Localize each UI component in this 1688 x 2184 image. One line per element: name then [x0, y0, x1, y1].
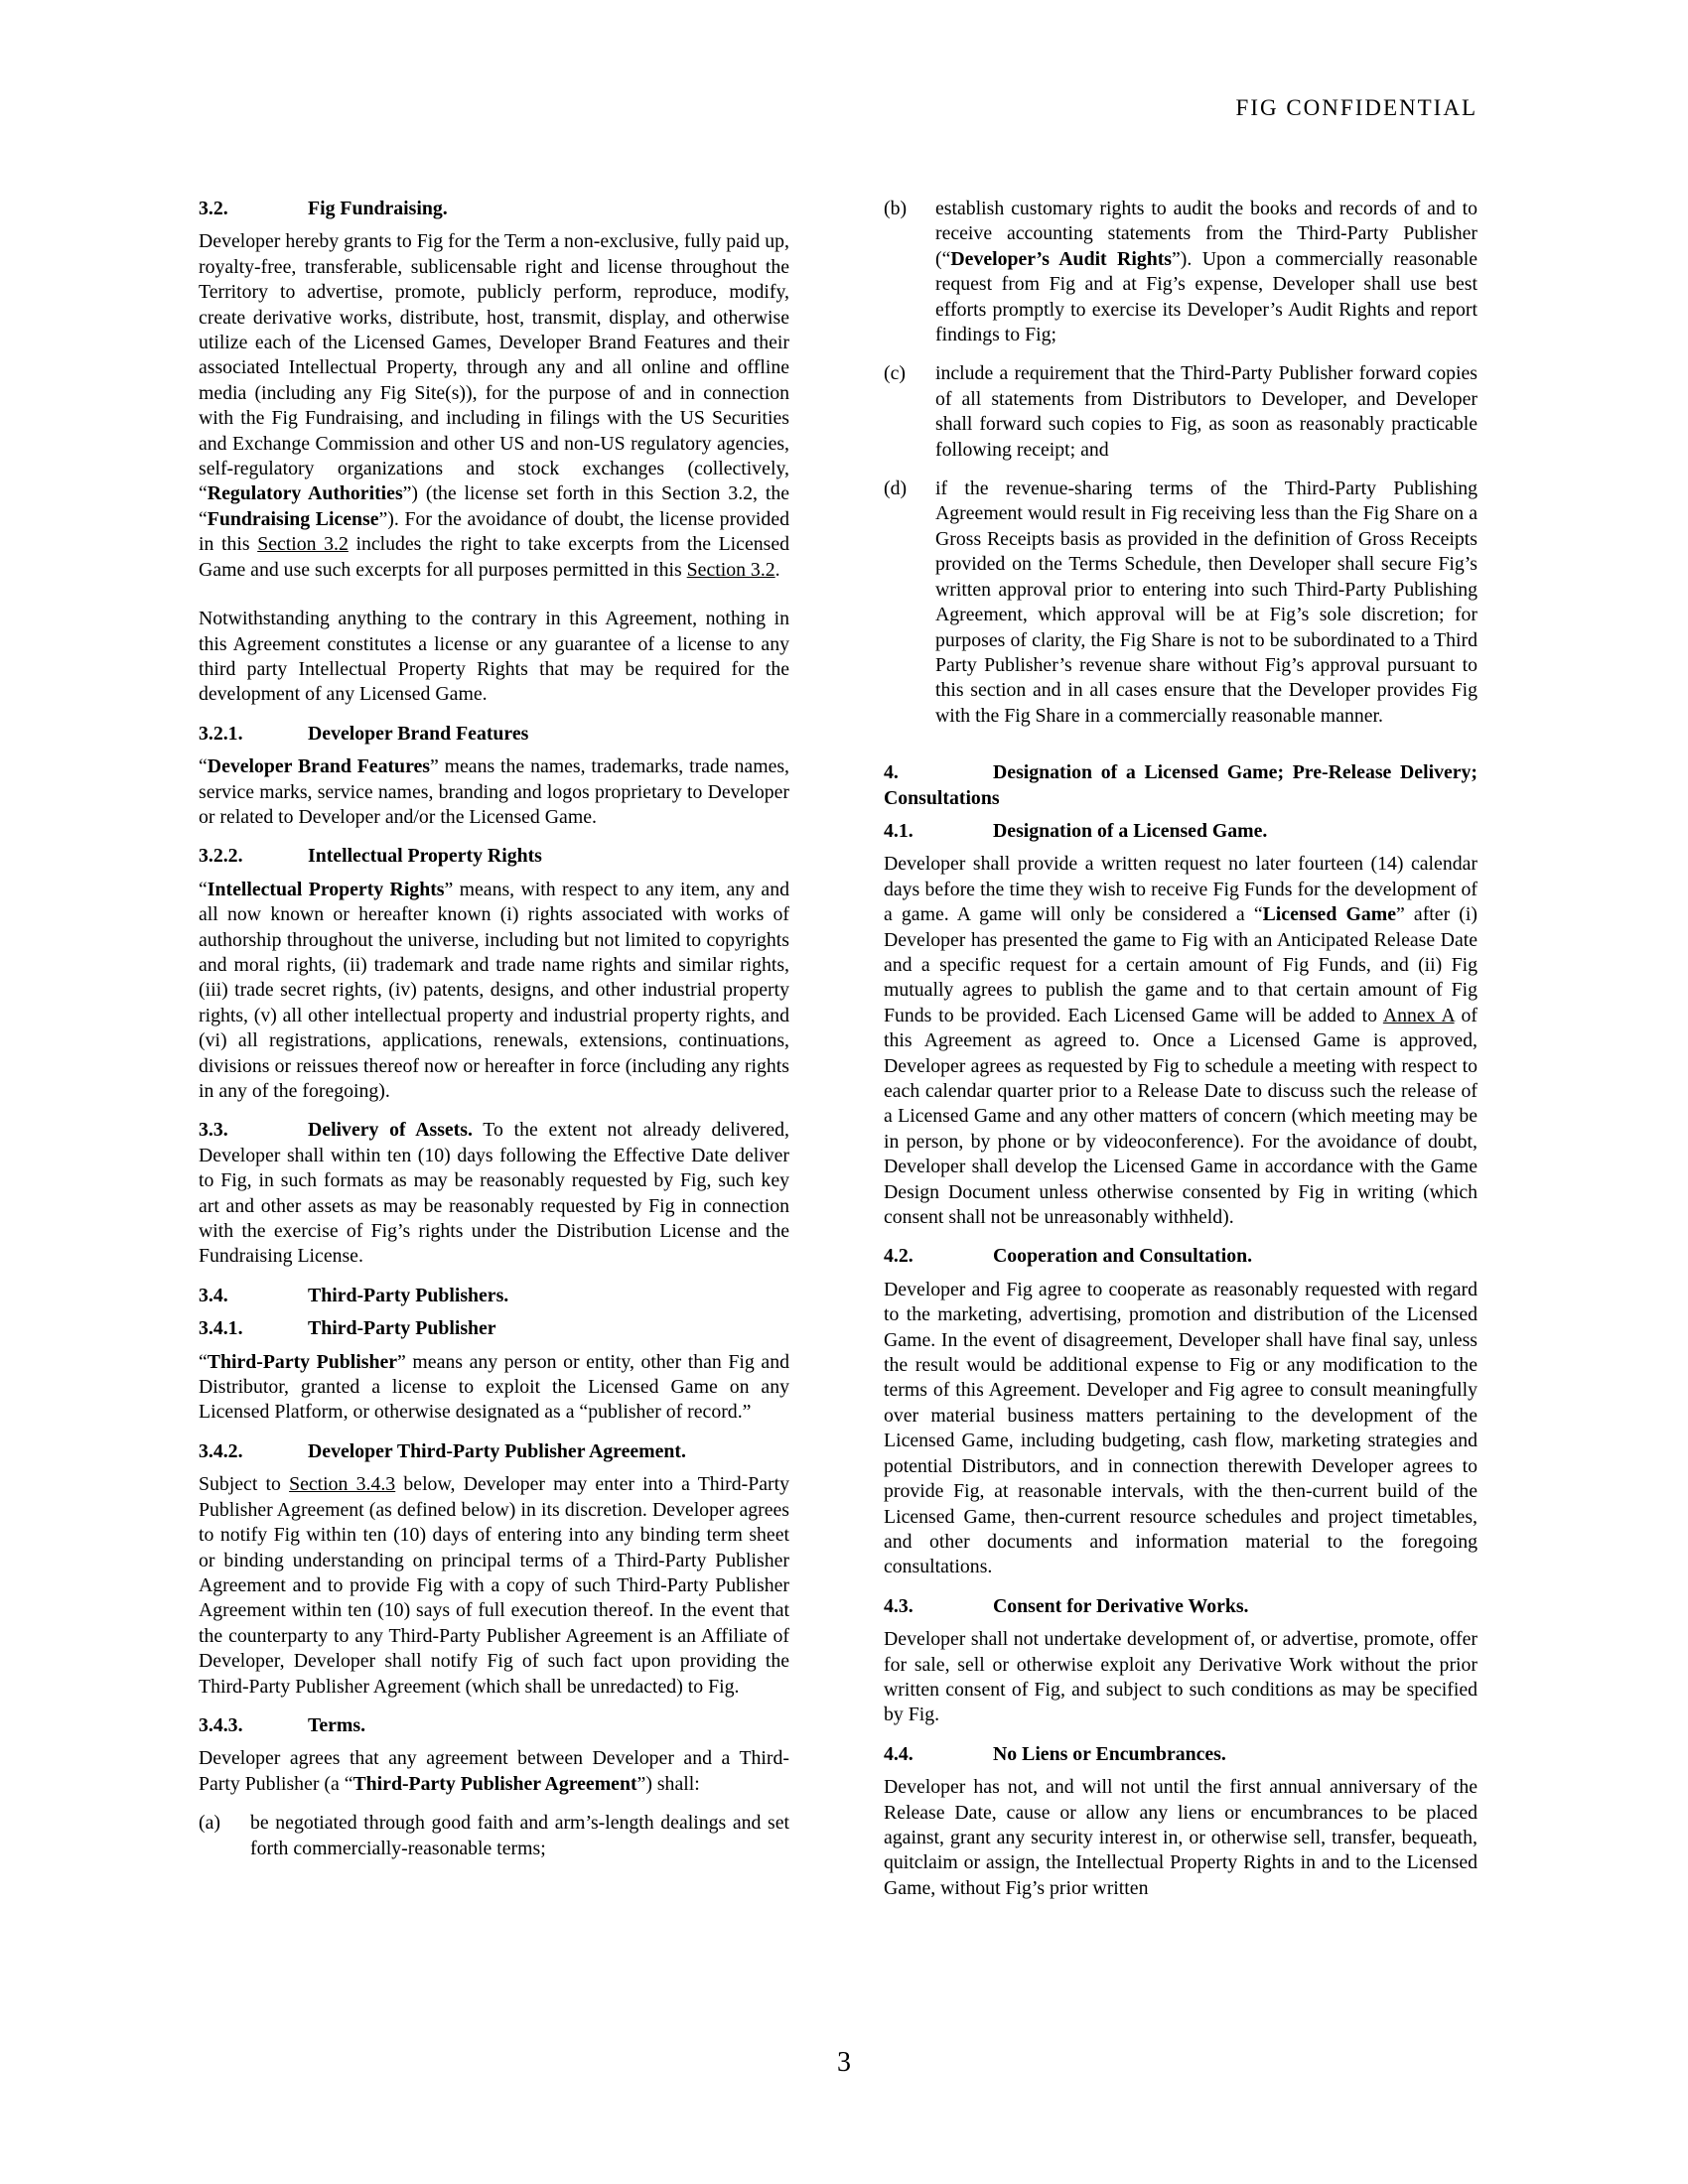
- section-title: Consent for Derivative Works.: [993, 1594, 1249, 1617]
- item-label: (d): [884, 478, 908, 500]
- bold-term: Fundraising License: [207, 507, 379, 530]
- text-run: establish customary rights to audit the books and records of and to receive accounting statements from the Third-Party Publisher (“: [935, 198, 1477, 270]
- column-left: [199, 197, 789, 1875]
- section-heading: [199, 197, 789, 221]
- list-item: [884, 477, 1477, 729]
- item-label: (b): [884, 198, 908, 219]
- section-title: No Liens or Encumbrances.: [993, 1742, 1226, 1765]
- paragraph: [199, 754, 789, 830]
- cross-reference: Section 3.2: [686, 558, 775, 581]
- paragraph: [199, 1350, 789, 1426]
- text-run: ”) (the license set forth in this Section 3.2, the “: [199, 482, 789, 530]
- section-heading: [199, 1713, 789, 1738]
- section-number: 3.2.2.: [199, 845, 243, 868]
- paragraph: [199, 1746, 789, 1797]
- section-number: 3.4.1.: [199, 1317, 243, 1340]
- cross-reference: Annex A: [1382, 1004, 1455, 1026]
- text-run: ” after (i) Developer has presented the game to Fig with an Anticipated Release Date and a specific request for a certain amount of Fig Funds, and (ii) Fig mutually agrees to publish the game and to that certain amount of Fig Funds to be provided. Each Licensed Game will be added to: [884, 903, 1477, 1026]
- text-run: Notwithstanding anything to the contrary in this Agreement, nothing in this Agreement constitutes a license or any guarantee of a license to any third party Intellectual Property Rights that may be required for the development of any Licensed Game.: [199, 608, 789, 706]
- text-run: below, Developer may enter into a Third-Party Publisher Agreement (as defined below) in its discretion. Developer agrees to notify Fig within ten (10) days of entering into any binding term sheet or binding understanding on principal terms of a Third-Party Publisher Agreement and to provide Fig with a copy of such Third-Party Publisher Agreement within ten (10) says of full execution thereof. In the event that the counterparty to any Third-Party Publisher Agreement is an Affiliate of Developer, Developer shall notify Fig of such fact upon providing the Third-Party Publisher Agreement (which shall be unredacted) to Fig.: [199, 1473, 789, 1698]
- section-number: 3.4.: [199, 1284, 228, 1306]
- section-heading: [884, 1594, 1477, 1619]
- text-run: Subject to: [199, 1473, 290, 1496]
- text-run: ” means the names, trademarks, trade names, service marks, service names, branding and logos proprietary to Developer or related to Developer and/or the Licensed Game.: [199, 755, 790, 828]
- section-title: Intellectual Property Rights: [308, 845, 542, 868]
- bold-term: Regulatory Authorities: [207, 482, 403, 505]
- text-run: if the revenue-sharing terms of the Third-Party Publishing Agreement would result in Fig receiving less than the Fig Share on a Gross Receipts basis as provided in the definition of Gross Receipts provided on the Terms Schedule, then Developer shall secure Fig’s written approval prior to entering into such Third-Party Publishing Agreement, which approval will be at Fig’s sole discretion; for purposes of clarity, the Fig Share is not to be subordinated to a Third Party Publisher’s revenue share without Fig’s approval pursuant to this section and in all cases ensure that the Developer provides Fig with the Fig Share in a commercially reasonable manner.: [935, 478, 1477, 727]
- text-run: include a requirement that the Third-Party Publisher forward copies of all statements from Distributors to Developer, and Developer shall forward such copies to Fig, as soon as reasonably practicable following receipt; and: [935, 362, 1477, 461]
- text-run: ” means, with respect to any item, any and all now known or hereafter known (i) rights associated with works of authorship throughout the universe, including but not limited to copyrights and moral rights, (ii) trademark and trade name rights and similar rights, (iii) trade secret rights, (iv) patents, designs, and other industrial property rights, (v) all other intellectual property and industrial property rights, and (vi) all registrations, applications, renewals, extensions, continuations, divisions or reissues thereof now or hereafter in force (including any rights in any of the foregoing).: [199, 878, 789, 1102]
- section-number: 4.2.: [884, 1245, 914, 1268]
- section-heading: [199, 1316, 789, 1341]
- cross-reference: Section 3.2: [257, 533, 349, 556]
- paragraph: [199, 607, 789, 708]
- text-run: .: [774, 558, 780, 581]
- confidentiality-header: FIG CONFIDENTIAL: [1235, 95, 1477, 120]
- text-run: “: [199, 755, 208, 778]
- section-title: Developer Brand Features: [308, 722, 529, 745]
- section-heading: [884, 1742, 1477, 1767]
- bold-term: Third-Party Publisher Agreement: [352, 1772, 637, 1795]
- text-run: Developer shall provide a written request no later fourteen (14) calendar days before the time they wish to receive Fig Funds for the development of a game. A game will only be considered a “: [884, 853, 1477, 926]
- section-heading: [884, 760, 1477, 811]
- section-title: Designation of a Licensed Game; Pre-Release Delivery; Consultations: [884, 761, 1477, 809]
- text-run: ”). For the avoidance of doubt, the license provided in this: [199, 507, 789, 556]
- section-title: Developer Third-Party Publisher Agreement.: [308, 1439, 686, 1462]
- text-run: “: [199, 1350, 208, 1373]
- bold-term: Intellectual Property Rights: [207, 878, 445, 900]
- paragraph: [199, 878, 789, 1105]
- section-title: Delivery of Assets.: [308, 1119, 473, 1142]
- paragraph: [884, 1278, 1477, 1580]
- text-run: To the extent not already delivered, Developer shall within ten (10) days following the Effective Date deliver to Fig, in such formats as may be reasonably requested by Fig, such key art and other assets as may be reasonably requested by Fig in connection with the exercise of Fig’s rights under the Distribution License and the Fundraising License.: [199, 1119, 789, 1268]
- paragraph: [199, 1118, 789, 1269]
- list-item: [199, 1811, 789, 1861]
- section-title: Designation of a Licensed Game.: [993, 819, 1268, 842]
- text-run: ” means any person or entity, other than Fig and Distributor, granted a license to exploit the Licensed Game on any Licensed Platform, or otherwise designated as a “publisher of record.”: [199, 1350, 789, 1424]
- column-right: [884, 197, 1477, 1915]
- text-run: Developer and Fig agree to cooperate as reasonably requested with regard to the marketing, advertising, promotion and distribution of the Licensed Game. In the event of disagreement, Developer shall have final say, unless the result would be additional expense to Fig or any modification to the terms of this Agreement. Developer and Fig agree to consult meaningfully over material business matters pertaining to the development of the Licensed Game, including budgeting, cash flow, marketing strategies and potential Distributors, and in connection therewith Developer agrees to provide Fig, at reasonable intervals, with the then-current build of the Licensed Game, then-current resource schedules and project timetables, and other documents and information material to the foregoing consultations.: [884, 1278, 1477, 1578]
- section-heading: [199, 1439, 789, 1464]
- section-heading: [884, 819, 1477, 844]
- section-number: 3.4.2.: [199, 1439, 243, 1462]
- paragraph: [884, 852, 1477, 1230]
- paragraph: [884, 1627, 1477, 1728]
- section-number: 4.: [884, 761, 899, 784]
- section-number: 3.3.: [199, 1119, 228, 1142]
- page-number: 3: [837, 2047, 851, 2078]
- section-number: 3.2.: [199, 198, 228, 219]
- section-heading: [199, 1284, 789, 1308]
- section-heading: [199, 844, 789, 869]
- bold-term: Licensed Game: [1262, 903, 1397, 926]
- text-run: “: [199, 878, 208, 900]
- text-run: Developer agrees that any agreement between Developer and a Third-Party Publisher (a “: [199, 1747, 789, 1795]
- section-number: 4.1.: [884, 819, 914, 842]
- list-item: [884, 361, 1477, 463]
- cross-reference: Section 3.4.3: [289, 1473, 396, 1496]
- section-number: 4.3.: [884, 1594, 914, 1617]
- bold-term: Developer Brand Features: [207, 755, 430, 778]
- item-label: (a): [199, 1812, 220, 1835]
- paragraph: [199, 229, 789, 583]
- section-heading: [199, 722, 789, 747]
- text-run: Developer shall not undertake development of, or advertise, promote, offer for sale, sell or otherwise exploit any Derivative Work without the prior written consent of Fig, and subject to such conditions as may be specified by Fig.: [884, 1628, 1477, 1726]
- text-run: Developer has not, and will not until the first annual anniversary of the Release Date, cause or allow any liens or encumbrances to be placed against, grant any security interest in, or otherwise sell, transfer, bequeath, quitclaim or assign, the Intellectual Property Rights in and to the Licensed Game, without Fig’s prior written: [884, 1776, 1477, 1899]
- item-label: (c): [884, 362, 906, 385]
- text-run: ”) shall:: [636, 1772, 700, 1795]
- text-run: includes the right to take excerpts from the Licensed Game and use such excerpts for all purposes permitted in this: [199, 533, 789, 581]
- paragraph: [884, 1775, 1477, 1901]
- section-title: Third-Party Publishers.: [308, 1284, 509, 1306]
- section-heading: [884, 1244, 1477, 1269]
- section-title: Fig Fundraising.: [308, 198, 448, 219]
- bold-term: Third-Party Publisher: [207, 1350, 398, 1373]
- section-number: 3.4.3.: [199, 1713, 243, 1736]
- text-run: be negotiated through good faith and arm’s-length dealings and set forth commercially-reasonable terms;: [250, 1812, 789, 1859]
- text-run: Developer hereby grants to Fig for the Term a non-exclusive, fully paid up, royalty-free, transferable, sublicensable right and license throughout the Territory to advertise, promote, publicly perform, reproduce, modify, create derivative works, distribute, host, transmit, display, and otherwise utilize each of the Licensed Games, Developer Brand Features and their associated Intellectual Property, through any and all online and offline media (including any Fig Site(s)), for the purpose of and in connection with the Fig Fundraising, and including in filings with the US Securities and Exchange Commission and other US and non-US regulatory agencies, self-regulatory organizations and stock exchanges (collectively, “: [199, 230, 789, 505]
- section-title: Third-Party Publisher: [308, 1317, 496, 1340]
- list-item: [884, 197, 1477, 347]
- text-run: of this Agreement as agreed to. Once a Licensed Game is approved, Developer agrees as requested by Fig to schedule a meeting with respect to each calendar quarter prior to a Release Date to discuss such the release of a Licensed Game and any other matters of concern (which meeting may be in person, by phone or by videoconference). For the avoidance of doubt, Developer shall develop the Licensed Game in accordance with the Game Design Document unless otherwise consented by Fig in writing (which consent shall not be unreasonably withheld).: [884, 1004, 1477, 1229]
- text-run: ”). Upon a commercially reasonable request from Fig and at Fig’s expense, Developer shall use best efforts promptly to exercise its Developer’s Audit Rights and report findings to Fig;: [935, 247, 1477, 346]
- section-title: Cooperation and Consultation.: [993, 1245, 1253, 1268]
- section-title: Terms.: [308, 1713, 366, 1736]
- paragraph: [199, 1472, 789, 1700]
- bold-term: Developer’s Audit Rights: [950, 247, 1173, 270]
- section-number: 4.4.: [884, 1742, 914, 1765]
- section-number: 3.2.1.: [199, 722, 243, 745]
